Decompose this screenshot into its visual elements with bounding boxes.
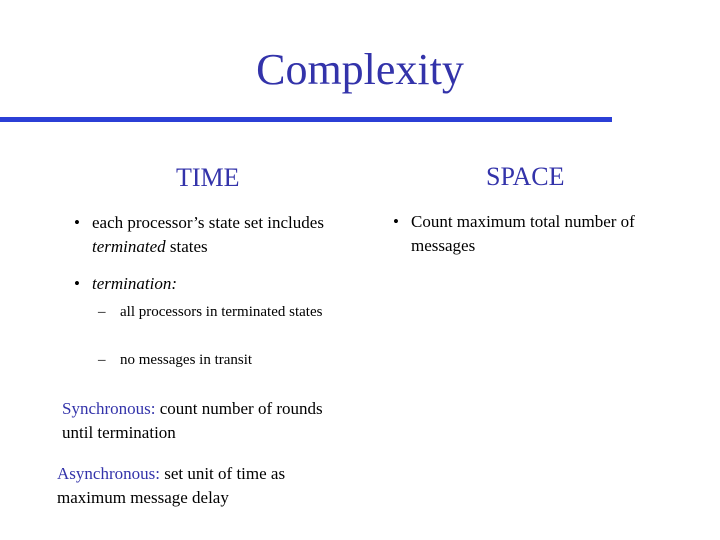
note-text: set unit of time as maximum message delay	[57, 464, 286, 507]
dash-icon: –	[98, 304, 106, 320]
bullet-icon: •	[74, 274, 80, 293]
time-bullet-state-set	[74, 211, 352, 259]
asynchronous-note	[57, 462, 337, 510]
time-bullet-termination	[74, 272, 352, 296]
space-heading: SPACE	[486, 162, 565, 191]
note-lead: Asynchronous:	[57, 464, 160, 483]
sub-bullet-transit	[98, 350, 350, 371]
sub-bullet-text: no messages in transit	[120, 352, 253, 368]
slide-title: Complexity	[256, 45, 464, 94]
note-lead: Synchronous:	[62, 399, 156, 418]
dash-icon: –	[98, 352, 106, 368]
bullet-text: each processor’s state set includes	[92, 213, 324, 232]
space-bullet-messages	[393, 210, 681, 258]
note-text: count number of rounds until termination	[62, 399, 323, 442]
sub-bullet-terminated	[98, 302, 350, 323]
bullet-italic-text: terminated	[92, 237, 166, 256]
sub-bullet-text: all processors in terminated states	[120, 304, 323, 320]
bullet-text-end: states	[165, 237, 208, 256]
synchronous-note	[62, 397, 332, 445]
bullet-icon: •	[74, 213, 80, 232]
bullet-icon: •	[393, 212, 399, 231]
title-underline	[0, 117, 612, 122]
time-heading: TIME	[176, 163, 240, 192]
bullet-italic-text: termination:	[92, 274, 177, 293]
bullet-text: Count maximum total number of messages	[411, 212, 635, 255]
